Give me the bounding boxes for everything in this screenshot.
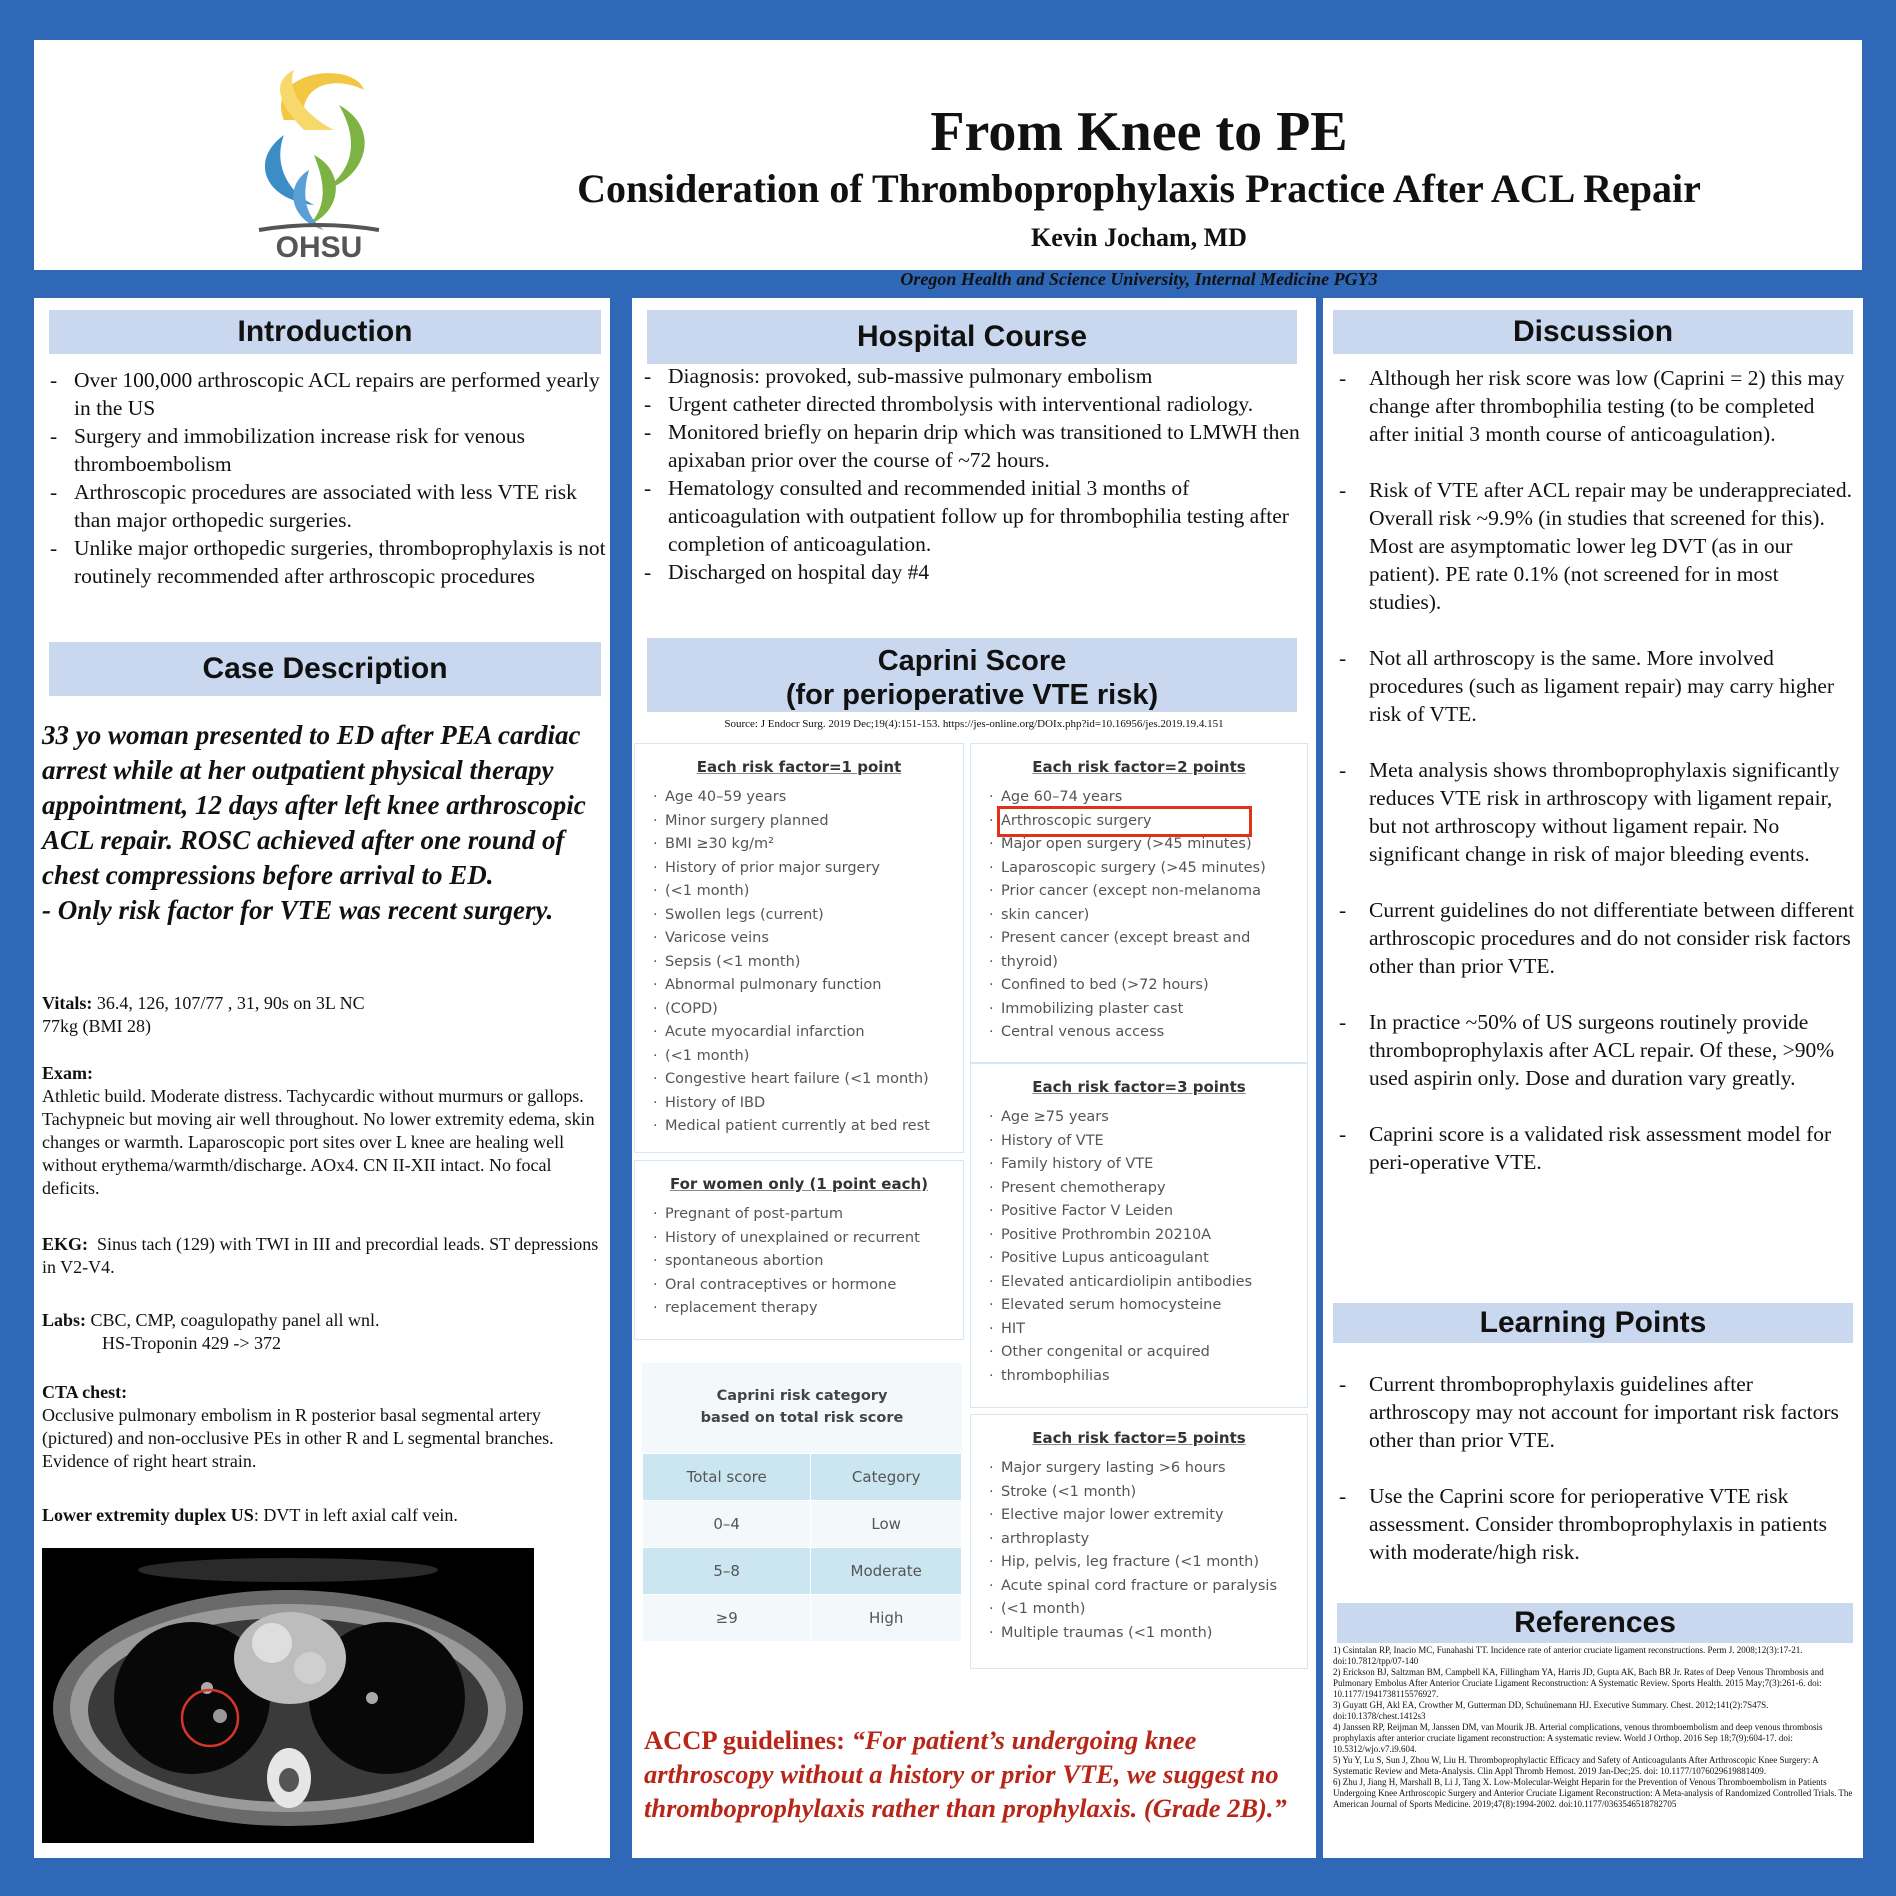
risk-factor-highlighted <box>989 810 1307 834</box>
risk-factor: · Family history of VTE <box>989 1153 1307 1177</box>
list-item: - Hematology consulted and recommended initial 3 months of anticoagulation with outpatient follow up for thrombophilia testing after completion of anticoagulation. <box>640 474 1308 558</box>
accp-label: ACCP guidelines: <box>644 1725 845 1755</box>
ohsu-logo <box>244 60 394 260</box>
accp-quote-text: “For patient’s undergoing knee arthroscopy without a history or prior VTE, we suggest no thromboprophylaxis rather than prophylaxis. (Grade 2B).” <box>644 1725 1287 1823</box>
risk-box-title: Each risk factor=1 point <box>696 758 902 776</box>
list-item: - Caprini score is a validated risk assessment model for peri-operative VTE. <box>1335 1120 1855 1176</box>
caprini-source: Source: J Endocr Surg. 2019 Dec;19(4):151-153. https://jes-online.org/DOIx.php?id=10.16956/jes.2019.19.4.151 <box>724 718 1224 730</box>
risk-factor: · (<1 month) <box>989 1598 1307 1622</box>
left-column <box>34 298 610 1858</box>
list-item: - In practice ~50% of US surgeons routinely provide thromboprophylaxis after ACL repair. Of these, >90% used aspirin only. Dose and duration vary greatly. <box>1335 1008 1855 1092</box>
risk-factor: · Swollen legs (current) <box>653 904 963 928</box>
list-item: - Use the Caprini score for perioperative VTE risk assessment. Consider thromboprophylaxis in patients with moderate/high risk. <box>1335 1482 1855 1566</box>
discussion-list <box>1335 364 1855 1204</box>
learning-points-list <box>1335 1370 1855 1594</box>
table-cell: 0–4 <box>643 1501 811 1548</box>
list-item: - Meta analysis shows thromboprophylaxis significantly reduces VTE risk in arthroscopy with ligament repair, but not arthroscopy without ligament repair. No significant change in risk of major bleeding events. <box>1335 756 1855 868</box>
table-row <box>643 1548 962 1595</box>
table-cell: Low <box>811 1501 962 1548</box>
exam-label: Exam: <box>42 1063 93 1083</box>
risk-factor: · Congestive heart failure (<1 month) <box>653 1068 963 1092</box>
duplex-block <box>42 1504 602 1527</box>
introduction-heading: Introduction <box>49 310 601 354</box>
risk-factor-list <box>989 1457 1307 1645</box>
risk-box-title: For women only (1 point each) <box>669 1175 929 1193</box>
duplex-label: Lower extremity duplex US <box>42 1505 254 1525</box>
risk-factor: · Prior cancer (except non-melanoma <box>989 880 1307 904</box>
labs-block <box>42 1309 602 1355</box>
list-item: - Urgent catheter directed thrombolysis with interventional radiology. <box>640 390 1308 418</box>
risk-factor: · Varicose veins <box>653 927 963 951</box>
risk-factor: · Positive Lupus anticoagulant <box>989 1247 1307 1271</box>
case-risk-note: - Only risk factor for VTE was recent surgery. <box>42 895 554 925</box>
poster-affiliation: Oregon Health and Science University, Internal Medicine PGY3 <box>900 269 1378 289</box>
duplex-text: : DVT in left axial calf vein. <box>253 1505 458 1525</box>
risk-factor-list <box>989 786 1307 1045</box>
risk-factor: · Minor surgery planned <box>653 810 963 834</box>
risk-factor: · History of IBD <box>653 1092 963 1116</box>
vitals-value: 36.4, 126, 107/77 , 31, 90s on 3L NC <box>96 993 365 1013</box>
labs-text: CBC, CMP, coagulopathy panel all wnl. <box>90 1310 380 1330</box>
risk-box-1-point <box>634 743 964 1153</box>
risk-factor: · thrombophilias <box>989 1365 1307 1389</box>
risk-factor: · (COPD) <box>653 998 963 1022</box>
risk-factor: · Major surgery lasting >6 hours <box>989 1457 1307 1481</box>
risk-category-panel <box>642 1363 962 1631</box>
highlighted-risk-factor: Arthroscopic surgery <box>1001 810 1248 834</box>
list-item: - Diagnosis: provoked, sub-massive pulmonary embolism <box>640 362 1308 390</box>
table-cell: 5–8 <box>643 1548 811 1595</box>
table-header: Total score <box>643 1454 811 1501</box>
risk-factor-list <box>653 1203 963 1321</box>
risk-box-3-points <box>970 1063 1308 1408</box>
list-item: - Over 100,000 arthroscopic ACL repairs are performed yearly in the US <box>46 366 606 422</box>
risk-box-title: Each risk factor=3 points <box>1032 1078 1246 1096</box>
reference-item: 4) Janssen RP, Reijman M, Janssen DM, van Mourik JB. Arterial complications, venous thromboembolism and deep venous thrombosis prophylaxis after anterior cruciate ligament reconstruction: A systematic review. World J Orthop. 2016 Sep 18;7(9):604-17. doi: 10.5312/wjo.v7.i9.604. <box>1333 1722 1823 1754</box>
list-item: - Unlike major orthopedic surgeries, thromboprophylaxis is not routinely recommended after arthroscopic procedures <box>46 534 606 590</box>
risk-factor: · Pregnant of post-partum <box>653 1203 963 1227</box>
risk-factor: · Acute myocardial infarction <box>653 1021 963 1045</box>
risk-factor: · Positive Factor V Leiden <box>989 1200 1307 1224</box>
ekg-block <box>42 1233 602 1279</box>
reference-item: 2) Erickson BJ, Saltzman BM, Campbell KA, Fillingham YA, Harris JD, Gupta AK, Bach BR Jr. Rates of Deep Venous Thrombosis and Pulmonary Embolus After Anterior Cruciate Ligament Reconstruction: A Systematic Review. Sports Health. 2015 May;7(3):261-6. doi: 10.1177/1941738115576927. <box>1333 1667 1824 1699</box>
risk-factor: · Elective major lower extremity <box>989 1504 1307 1528</box>
risk-factor: · History of VTE <box>989 1130 1307 1154</box>
risk-factor: · Age 40–59 years <box>653 786 963 810</box>
reference-item: 5) Yu Y, Lu S, Sun J, Zhou W, Liu H. Thromboprophylactic Efficacy and Safety of Anticoagulants After Arthroscopic Knee Surgery: A Systematic Review and Meta-Analysis. Clin Appl Thromb Hemost. 2019 Jan-Dec;25. doi: 10.1177/1076029619881409. <box>1333 1755 1819 1776</box>
risk-factor: · Present chemotherapy <box>989 1177 1307 1201</box>
reference-item: 6) Zhu J, Jiang H, Marshall B, Li J, Tang X. Low-Molecular-Weight Heparin for the Prevention of Venous Thromboembolism in Patients Undergoing Knee Arthroscopic Surgery and Anterior Cruciate Ligament Reconstruction: A Meta-analysis of Randomized Controlled Trials. The American Journal of Sports Medicine. 2019;47(8):1994-2002. doi:10.1177/0363546518782705 <box>1333 1777 1853 1809</box>
ekg-label: EKG: <box>42 1234 89 1254</box>
risk-box-2-points <box>970 743 1308 1063</box>
list-item: - Current guidelines do not differentiate between different arthroscopic procedures and do not consider risk factors other than prior VTE. <box>1335 896 1855 980</box>
risk-factor: · Present cancer (except breast and <box>989 927 1307 951</box>
table-row <box>643 1501 962 1548</box>
risk-factor: · Medical patient currently at bed rest <box>653 1115 963 1139</box>
reference-item: 3) Guyatt GH, Akl EA, Crowther M, Gutterman DD, Schuünemann HJ. Executive Summary. Chest. 2012;141(2):7S47S. doi:10.1378/chest.1412s3 <box>1333 1700 1769 1721</box>
hospital-course-heading: Hospital Course <box>647 310 1297 364</box>
risk-factor: · Sepsis (<1 month) <box>653 951 963 975</box>
caprini-heading <box>647 638 1297 712</box>
risk-category-table <box>642 1453 962 1642</box>
list-item: - Although her risk score was low (Caprini = 2) this may change after thrombophilia testing (to be completed after initial 3 month course of anticoagulation). <box>1335 364 1855 448</box>
labs-label: Labs: <box>42 1310 87 1330</box>
risk-box-5-points <box>970 1414 1308 1669</box>
risk-factor: · Multiple traumas (<1 month) <box>989 1622 1307 1646</box>
right-column <box>1323 298 1863 1858</box>
caprini-heading-line2: (for perioperative VTE risk) <box>785 679 1159 711</box>
exam-text: Athletic build. Moderate distress. Tachycardic without murmurs or gallops. Tachypneic but moving air well throughout. No lower extremity edema, skin changes or warmth. Laparoscopic port sites over L knee are healing well without erythema/warmth/discharge. AOx4. CN II-XII intact. No focal deficits. <box>42 1086 595 1198</box>
risk-factor: · Laparoscopic surgery (>45 minutes) <box>989 857 1307 881</box>
list-item: - Surgery and immobilization increase risk for venous thromboembolism <box>46 422 606 478</box>
list-item: - Risk of VTE after ACL repair may be underappreciated. Overall risk ~9.9% (in studies that screened for this). Most are asymptomatic lower leg DVT (as in our patient). PE rate 0.1% (not screened for in most studies). <box>1335 476 1855 616</box>
caprini-heading-line1: Caprini Score <box>877 645 1067 677</box>
table-row <box>643 1595 962 1642</box>
list-item: - Discharged on hospital day #4 <box>640 558 1308 586</box>
risk-factor: · History of unexplained or recurrent <box>653 1227 963 1251</box>
vitals-block <box>42 992 602 1038</box>
references-list <box>1333 1645 1853 1810</box>
risk-factor: · Positive Prothrombin 20210A <box>989 1224 1307 1248</box>
vitals-label: Vitals: <box>42 993 93 1013</box>
risk-box-title: Each risk factor=5 points <box>1032 1429 1246 1447</box>
cta-label: CTA chest: <box>42 1382 128 1402</box>
risk-factor: · (<1 month) <box>653 880 963 904</box>
risk-factor: · Central venous access <box>989 1021 1307 1045</box>
risk-factor: · Oral contraceptives or hormone <box>653 1274 963 1298</box>
risk-factor: · Stroke (<1 month) <box>989 1481 1307 1505</box>
poster-subtitle: Consideration of Thromboprophylaxis Practice After ACL Repair <box>577 166 1701 211</box>
case-summary-text: 33 yo woman presented to ED after PEA cardiac arrest while at her outpatient physical therapy appointment, 12 days after left knee arthroscopic ACL repair. ROSC achieved after one round of chest compressions before arrival to ED. <box>42 720 586 890</box>
table-cell: High <box>811 1595 962 1642</box>
list-item: - Not all arthroscopy is the same. More involved procedures (such as ligament repair) may carry higher risk of VTE. <box>1335 644 1855 728</box>
risk-factor-list <box>653 786 963 1139</box>
risk-category-title-line1: Caprini risk category <box>716 1388 888 1404</box>
learning-points-heading: Learning Points <box>1333 1303 1853 1343</box>
risk-factor: · replacement therapy <box>653 1297 963 1321</box>
exam-block <box>42 1062 602 1200</box>
risk-factor: · Abnormal pulmonary function <box>653 974 963 998</box>
risk-factor: · Elevated anticardiolipin antibodies <box>989 1271 1307 1295</box>
cta-block <box>42 1381 602 1473</box>
risk-factor: · HIT <box>989 1318 1307 1342</box>
weight-value: 77kg (BMI 28) <box>42 1016 151 1036</box>
cta-text: Occlusive pulmonary embolism in R posterior basal segmental artery (pictured) and non-occlusive PEs in other R and L segmental branches. Evidence of right heart strain. <box>42 1405 554 1471</box>
risk-factor: · Age 60–74 years <box>989 786 1307 810</box>
risk-factor: · Hip, pelvis, leg fracture (<1 month) <box>989 1551 1307 1575</box>
reference-item: 1) Csintalan RP, Inacio MC, Funahashi TT. Incidence rate of anterior cruciate ligament reconstructions. Perm J. 2008;12(3):17-21. doi:10.7812/tpp/07-140 <box>1333 1645 1803 1666</box>
risk-factor: · skin cancer) <box>989 904 1307 928</box>
list-item: - Arthroscopic procedures are associated with less VTE risk than major orthopedic surgeries. <box>46 478 606 534</box>
risk-factor: · History of prior major surgery <box>653 857 963 881</box>
risk-factor: · spontaneous abortion <box>653 1250 963 1274</box>
risk-factor: · Immobilizing plaster cast <box>989 998 1307 1022</box>
risk-factor: · Other congenital or acquired <box>989 1341 1307 1365</box>
accp-guideline-quote <box>644 1723 1314 1825</box>
risk-box-women-only <box>634 1160 964 1340</box>
table-header: Category <box>811 1454 962 1501</box>
discussion-heading: Discussion <box>1333 310 1853 354</box>
risk-category-title <box>642 1385 962 1429</box>
risk-factor: · Age ≥75 years <box>989 1106 1307 1130</box>
references-heading: References <box>1337 1603 1853 1643</box>
risk-factor: · Major open surgery (>45 minutes) <box>989 833 1307 857</box>
risk-factor: · Confined to bed (>72 hours) <box>989 974 1307 998</box>
ct-chest-image <box>42 1548 534 1843</box>
risk-factor: · thyroid) <box>989 951 1307 975</box>
risk-factor: · arthroplasty <box>989 1528 1307 1552</box>
middle-column <box>632 298 1316 1858</box>
table-cell: Moderate <box>811 1548 962 1595</box>
risk-category-title-line2: based on total risk score <box>700 1410 904 1426</box>
ekg-text: Sinus tach (129) with TWI in III and precordial leads. ST depressions in V2-V4. <box>42 1234 599 1277</box>
risk-factor: · (<1 month) <box>653 1045 963 1069</box>
table-cell: ≥9 <box>643 1595 811 1642</box>
poster-author: Kevin Jocham, MD <box>1031 223 1247 252</box>
poster-header <box>34 40 1862 289</box>
troponin-text: HS-Troponin 429 -> 372 <box>102 1333 282 1353</box>
logo-text: OHSU <box>275 231 363 260</box>
risk-factor: · Acute spinal cord fracture or paralysis <box>989 1575 1307 1599</box>
case-summary <box>42 718 602 928</box>
poster-title: From Knee to PE <box>930 101 1348 163</box>
hospital-course-list <box>640 362 1308 586</box>
list-item: - Current thromboprophylaxis guidelines after arthroscopy may not account for important risk factors other than prior VTE. <box>1335 1370 1855 1454</box>
risk-box-title: Each risk factor=2 points <box>1032 758 1246 776</box>
risk-factor: · Elevated serum homocysteine <box>989 1294 1307 1318</box>
risk-factor-list <box>989 1106 1307 1388</box>
case-description-heading: Case Description <box>49 642 601 696</box>
introduction-list <box>46 366 606 590</box>
list-item: - Monitored briefly on heparin drip which was transitioned to LMWH then apixaban prior over the course of ~72 hours. <box>640 418 1308 474</box>
risk-factor: · BMI ≥30 kg/m² <box>653 833 963 857</box>
